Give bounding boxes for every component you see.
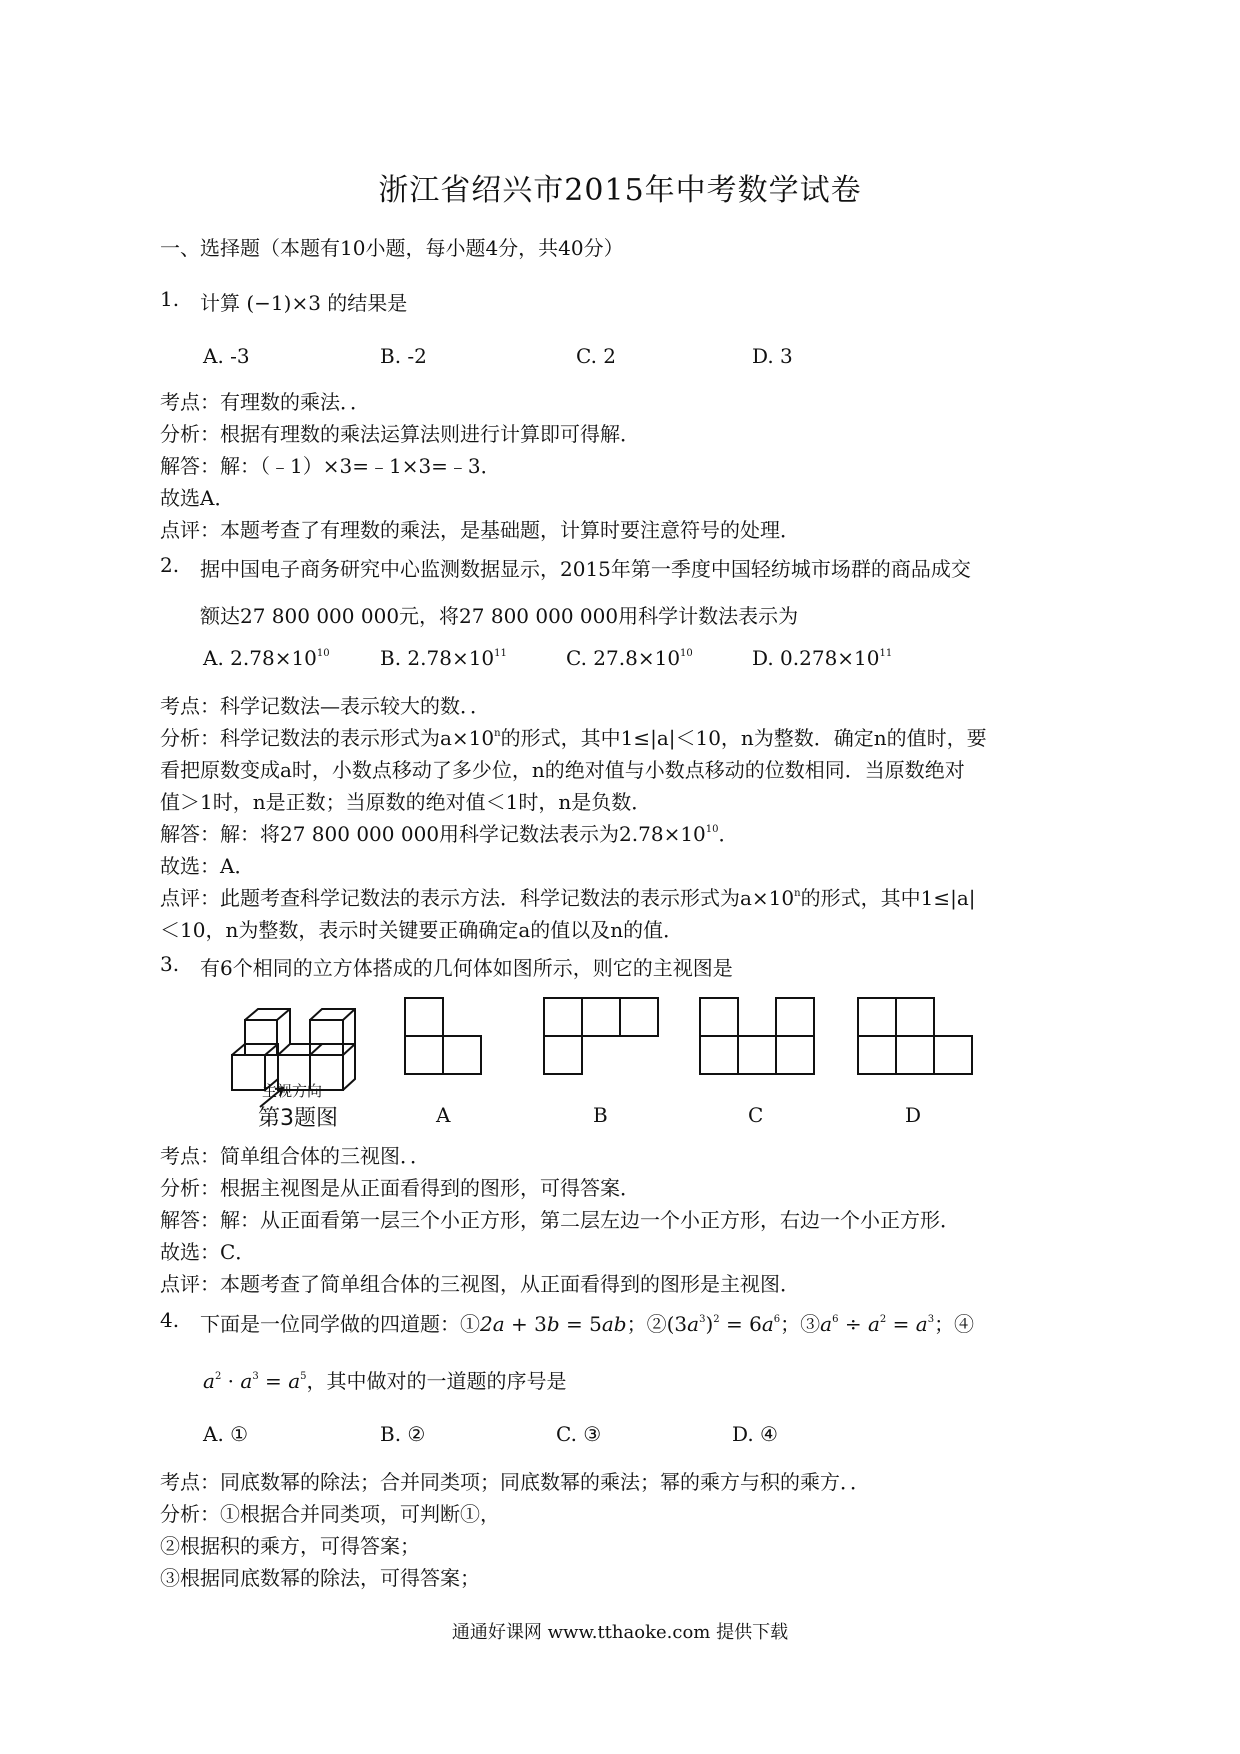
q3-jieda: 解答：解：从正面看第一层三个小正方形，第二层左边一个小正方形，右边一个小正方形． bbox=[160, 1208, 960, 1232]
page-title: 浙江省绍兴市2015年中考数学试卷 bbox=[378, 173, 862, 208]
q2-stem-line2: 额达27 800 000 000元，将27 800 000 000用科学计数法表示为 bbox=[200, 604, 799, 628]
q3-kaodian: 考点：简单组合体的三视图．． bbox=[160, 1144, 430, 1168]
q4-fenxi-line2: ②根据积的乘方，可得答案； bbox=[160, 1534, 420, 1558]
q2-dianping-line1: 点评：此题考查科学记数法的表示方法．科学记数法的表示形式为$a\times 10^n$的形式，其中1≤|a| bbox=[160, 886, 976, 910]
q1-option-a: A. -3 bbox=[203, 344, 250, 368]
q2-fenxi-line1: 分析：科学记数法的表示形式为$a\times 10^n$的形式，其中1≤|a|＜10，n为整数．确定n的值时，要 bbox=[160, 726, 987, 750]
page-footer: 通通好课网 www.tthaoke.com 提供下载 bbox=[451, 1622, 789, 1643]
q1-option-c: C. 2 bbox=[576, 344, 617, 368]
q4-number: 4. bbox=[160, 1308, 180, 1332]
q3-arrow-label: 主视方向 bbox=[262, 1082, 323, 1100]
q2-option-d: D. $0.278\times 10^{11}$ bbox=[752, 646, 893, 670]
q2-jieda: 解答：解：将27 800 000 000用科学记数法表示为$2.78\times 10^{10}$． bbox=[160, 822, 739, 846]
q3-label-b: B bbox=[593, 1103, 608, 1127]
q4-fenxi-line3: ③根据同底数幂的除法，可得答案； bbox=[160, 1566, 480, 1590]
q2-number: 2. bbox=[160, 553, 180, 577]
q3-label-a: A bbox=[436, 1103, 451, 1127]
q4-fenxi-line1: 分析：①根据合并同类项，可判断①， bbox=[160, 1502, 500, 1526]
q4-stem-line1: 下面是一位同学做的四道题：①2a + 3b = 5ab；$②(3a^3)^2 = 6a^6$；$③a^6 \div a^2 = a^3$；④ bbox=[200, 1312, 975, 1336]
q3-dianping: 点评：本题考查了简单组合体的三视图，从正面看得到的图形是主视图． bbox=[160, 1272, 800, 1296]
q3-fenxi: 分析：根据主视图是从正面看得到的图形，可得答案． bbox=[160, 1176, 640, 1200]
q3-number: 3. bbox=[160, 952, 180, 976]
q3-stem: 有6个相同的立方体搭成的几何体如图所示，则它的主视图是 bbox=[200, 956, 733, 980]
q4-option-a: A. ① bbox=[203, 1422, 249, 1446]
q2-dianping-line2: ＜10，n为整数，表示时关键要正确确定a的值以及n的值． bbox=[160, 918, 684, 942]
q2-stem-line1: 据中国电子商务研究中心监测数据显示，2015年第一季度中国轻纺城市场群的商品成交 bbox=[200, 557, 971, 581]
q3-label-d: D bbox=[905, 1103, 922, 1127]
q1-number: 1. bbox=[160, 287, 180, 311]
q2-option-c: C. $27.8\times 10^{10}$ bbox=[566, 646, 693, 670]
q4-option-b: B. ② bbox=[380, 1422, 426, 1446]
q2-fenxi-line2: 看把原数变成a时，小数点移动了多少位，n的绝对值与小数点移动的位数相同．当原数绝对 bbox=[160, 758, 965, 782]
q1-fenxi: 分析：根据有理数的乘法运算法则进行计算即可得解． bbox=[160, 422, 640, 446]
q1-dianping: 点评：本题考查了有理数的乘法，是基础题，计算时要注意符号的处理． bbox=[160, 518, 800, 542]
q1-guxuan: 故选A． bbox=[160, 486, 235, 510]
q2-fenxi-line3: 值＞1时，n是正数；当原数的绝对值＜1时，n是负数． bbox=[160, 790, 652, 814]
q2-kaodian: 考点：科学记数法—表示较大的数．． bbox=[160, 694, 490, 718]
q4-kaodian: 考点：同底数幂的除法；合并同类项；同底数幂的乘法；幂的乘方与积的乘方．． bbox=[160, 1470, 870, 1494]
q1-jieda: 解答：解：（﹣1）×3=﹣1×3=﹣3． bbox=[160, 454, 501, 478]
q4-option-c: C. ③ bbox=[556, 1422, 602, 1446]
q2-guxuan: 故选：A． bbox=[160, 854, 255, 878]
q1-option-d: D. 3 bbox=[752, 344, 793, 368]
q3-guxuan: 故选：C． bbox=[160, 1240, 256, 1264]
q2-option-a: A. $2.78\times 10^{10}$ bbox=[203, 646, 330, 670]
q2-option-b: B. $2.78\times 10^{11}$ bbox=[380, 646, 507, 670]
q4-option-d: D. ④ bbox=[732, 1422, 778, 1446]
q3-label-c: C bbox=[748, 1103, 764, 1127]
view-options bbox=[405, 998, 972, 1074]
q1-kaodian: 考点：有理数的乘法．． bbox=[160, 390, 370, 414]
section-heading: 一、选择题（本题有10小题，每小题4分，共40分） bbox=[160, 236, 624, 260]
q1-option-b: B. -2 bbox=[380, 344, 427, 368]
q3-figure-caption: 第3题图 bbox=[258, 1106, 338, 1131]
q1-stem: 计算 (−1)×3 的结果是 bbox=[200, 291, 408, 315]
q4-stem-line2: $a^2 \cdot a^3 = a^5$，其中做对的一道题的序号是 bbox=[203, 1369, 567, 1393]
